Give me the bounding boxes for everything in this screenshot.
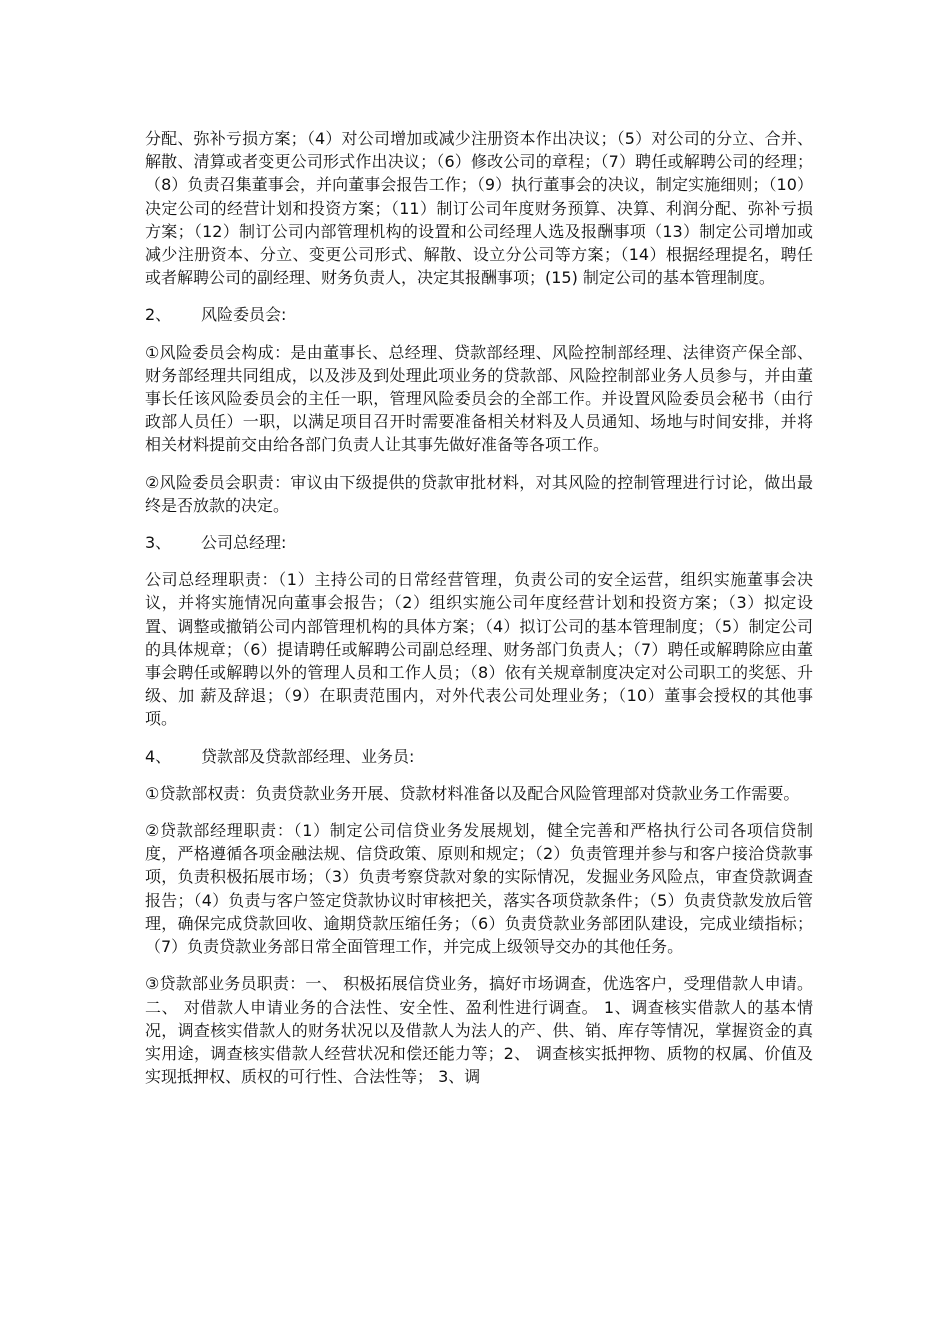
section-heading-general-manager <box>145 531 813 554</box>
section-heading-loan-department <box>145 745 813 768</box>
paragraph-loan-officer-duties: ③贷款部业务员职责：一、 积极拓展信贷业务，搞好市场调查，优选客户，受理借款人申请。 二、 对借款人申请业务的合法性、安全性、盈利性进行调查。 1、调查核实借款人的基本情况，调查核实借款人的财务状况以及借款人为法人的产、供、销、库存等情况，掌握资金的真实用途，调查核实借款人经营状况和偿还能力等；2、 调查核实抵押物、质物的权属、价值及实现抵押权、质权的可行性、合法性等； 3、调 <box>145 974 813 1087</box>
paragraph-risk-committee-duties: ②风险委员会职责：审议由下级提供的贷款审批材料，对其风险的控制管理进行讨论，做出最终是否放款的决定。 <box>145 472 813 515</box>
document-body <box>145 127 813 1102</box>
paragraph-loan-manager-duties: ②贷款部经理职责：（1）制定公司信贷业务发展规划，健全完善和严格执行公司各项信贷制度，严格遵循各项金融法规、信贷政策、原则和规定；（2）负责管理并参与和客户接洽贷款事项，负责积极拓展市场；（3）负责考察贷款对象的实际情况，发掘业务风险点，审查贷款调查报告；（4）负责与客户签定贷款协议时审核把关，落实各项贷款条件；（5）负责贷款发放后管理，确保完成贷款回收、逾期贷款压缩任务；（6）负责贷款业务部团队建设，完成业绩指标；（7）负责贷款业务部日常全面管理工作，并完成上级领导交办的其他任务。 <box>145 821 813 957</box>
paragraph-general-manager-duties: 公司总经理职责：（1）主持公司的日常经营管理，负责公司的安全运营，组织实施董事会决议，并将实施情况向董事会报告；（2）组织实施公司年度经营计划和投资方案；（3）拟定设置、调整或撤销公司内部管理机构的具体方案；（4）拟订公司的基本管理制度；（5）制定公司的具体规章；（6）提请聘任或解聘公司副总经理、财务部门负责人；（7）聘任或解聘除应由董事会聘任或解聘以外的管理人员和工作人员；（8）依有关规章制度决定对公司职工的奖惩、升级、加 薪及辞退；（9）在职责范围内，对外代表公司处理业务；（10）董事会授权的其他事项。 <box>145 570 813 729</box>
section-number: 4、 <box>145 746 172 766</box>
section-title: 公司总经理: <box>201 533 287 553</box>
section-title: 贷款部及贷款部经理、业务员: <box>201 746 415 766</box>
section-title: 风险委员会: <box>201 305 287 325</box>
paragraph-board-duties-continued: 分配、弥补亏损方案；（4）对公司增加或减少注册资本作出决议；（5）对公司的分立、合并、解散、清算或者变更公司形式作出决议；（6）修改公司的章程；（7）聘任或解聘公司的经理；（8）负责召集董事会，并向董事会报告工作；（9）执行董事会的决议，制定实施细则；（10）决定公司的经营计划和投资方案；（11）制订公司年度财务预算、决算、利润分配、弥补亏损方案；（12）制订公司内部管理机构的设置和公司经理人选及报酬事项（13）制定公司增加或减少注册资本、分立、变更公司形式、解散、设立分公司等方案；（14）根据经理提名，聘任或者解聘公司的副经理、财务负责人，决定其报酬事项；(15) 制定公司的基本管理制度。 <box>145 129 813 288</box>
section-heading-risk-committee <box>145 303 813 326</box>
paragraph-risk-committee-composition: ①风险委员会构成：是由董事长、总经理、贷款部经理、风险控制部经理、法律资产保全部、财务部经理共同组成，以及涉及到处理此项业务的贷款部、风险控制部业务人员参与，并由董事长任该风险委员会的主任一职，管理风险委员会的全部工作。并设置风险委员会秘书（由行政部人员任）一职，以满足项目召开时需要准备相关材料及人员通知、场地与时间安排，并将相关材料提前交由给各部门负责人让其事先做好准备等各项工作。 <box>145 342 813 455</box>
section-number: 2、 <box>145 305 172 325</box>
paragraph-loan-department-authority: ①贷款部权责：负责贷款业务开展、贷款材料准备以及配合风险管理部对贷款业务工作需要。 <box>145 783 800 803</box>
section-number: 3、 <box>145 533 172 553</box>
